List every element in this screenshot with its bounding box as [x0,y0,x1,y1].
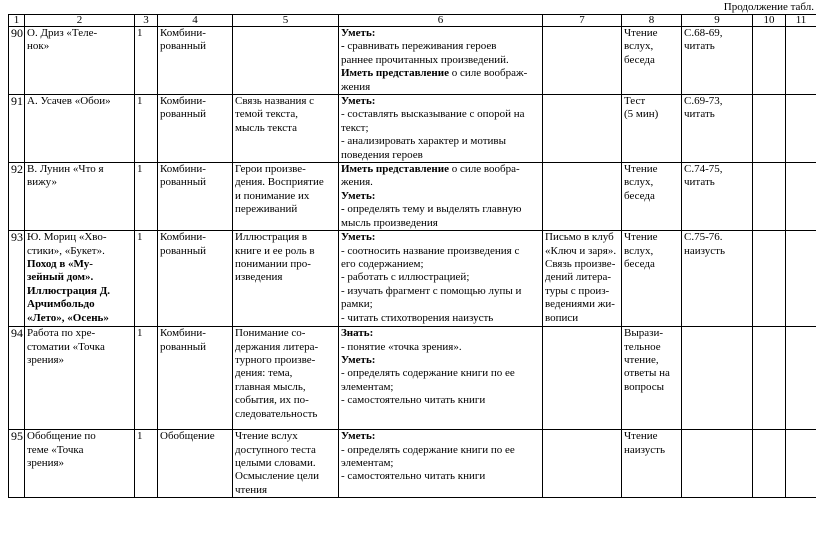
hours-cell [135,163,158,231]
lesson-type-cell [158,163,233,231]
empty-cell-10 [753,27,786,95]
skills-cell [339,430,543,498]
lesson-number-cell [9,231,25,327]
lesson-type-line: рованный [160,108,206,121]
lesson-topic-cell [25,327,135,430]
extra-cell [543,327,622,430]
skill-text: - соотносить название произведения с [341,244,520,257]
hours-cell [135,430,158,498]
empty-cell-11 [786,95,816,163]
empty-cell-10 [753,430,786,498]
skill-label: Уметь: [341,353,376,366]
skill-line [341,457,540,470]
content-line: следовательность [235,407,318,420]
content-line: понимании про- [235,257,311,270]
skill-text: элементам; [341,380,394,393]
skill-text: о силе воображ- [449,67,528,80]
skill-line [341,122,540,135]
skill-line [341,444,540,457]
lesson-number: 90 [11,26,23,40]
extra-line: дений литера- [545,271,611,284]
lesson-number: 94 [11,326,23,341]
lesson-row [9,430,816,498]
content-line: Осмысление цели [235,470,319,483]
topic-line: Обобщение по [27,430,96,443]
content-line: книге и ее роль в [235,244,315,257]
homework-line: С.74-75, [684,163,723,176]
lesson-row [9,27,816,95]
column-number-11 [786,15,816,27]
skill-label: Уметь: [341,430,376,443]
lesson-type-line: Комбини- [160,27,206,39]
control-cell [622,327,682,430]
lesson-row [9,327,816,430]
topic-line: нок» [27,40,50,53]
skill-line [341,341,540,354]
skill-line [341,245,540,258]
homework-cell [682,430,753,498]
skill-line [341,54,540,67]
skill-text: определять тему и выделять главную [347,203,522,216]
control-line: беседа [624,53,655,66]
homework-line: наизусть [684,244,725,257]
skill-text: - самостоятельно читать книги [341,394,486,407]
lesson-type-cell [158,231,233,327]
lesson-number: 93 [11,230,23,245]
content-cell [233,27,339,95]
control-line: (5 мин) [624,108,659,121]
topic-line: зрения» [27,456,65,469]
skills-cell [339,327,543,430]
extra-cell [543,27,622,95]
lesson-number-cell [9,327,25,430]
skill-label: - [341,40,348,53]
skill-line [341,298,540,311]
control-line: беседа [624,189,655,202]
skill-text: текст; [341,121,369,134]
content-line: и понимание их [235,189,310,202]
control-cell [622,163,682,231]
lesson-topic-cell [25,163,135,231]
lesson-number: 91 [11,94,23,109]
skill-text: о силе вообра- [449,163,520,176]
content-line: целыми словами. [235,456,316,469]
lesson-type-line: рованный [160,176,206,189]
extra-line: Письмо в клуб [545,231,614,244]
control-line: чтение, [624,353,659,366]
topic-line: стоматии «Точка [27,340,105,353]
control-line: Чтение [624,430,658,443]
empty-cell-10 [753,327,786,430]
empty-cell-11 [786,430,816,498]
control-cell [622,231,682,327]
lesson-type-line: Комбини- [160,231,206,244]
column-number-label: 5 [282,14,289,26]
skill-line [341,312,540,325]
homework-cell [682,163,753,231]
column-number-1 [9,15,25,27]
empty-cell-11 [786,231,816,327]
skill-text: - анализировать характер и мотивы [341,135,506,148]
lesson-row [9,163,816,231]
column-number-4 [158,15,233,27]
skill-line [341,190,540,203]
lesson-type-cell [158,95,233,163]
content-line: чтения [235,483,268,496]
skill-text: мысль произведения [341,216,438,229]
control-line: Вырази- [624,327,664,340]
lesson-topic-cell [25,231,135,327]
lesson-type-line: Обобщение [160,430,215,443]
skill-line [341,27,540,40]
lesson-row [9,95,816,163]
content-line: турного произве- [235,353,316,366]
skill-text: сравнивать переживания героев [347,40,497,53]
column-number-label: 9 [714,14,720,26]
control-line: беседа [624,257,655,270]
skill-line [341,149,540,162]
extra-cell [543,430,622,498]
empty-cell-11 [786,327,816,430]
homework-line: читать [684,40,715,53]
column-number-label: 2 [76,14,83,26]
content-cell [233,163,339,231]
control-line: Чтение [624,231,658,244]
topic-line: О. Дриз «Теле- [27,27,98,39]
content-line: держания литера- [235,340,319,353]
skill-line [341,176,540,189]
skill-text: жения. [341,176,373,189]
column-number-5 [233,15,339,27]
content-line: Герои произве- [235,163,306,176]
lesson-type-line: рованный [160,40,206,53]
homework-cell [682,231,753,327]
column-number-6 [339,15,543,27]
content-line: мысль текста [235,121,297,134]
homework-line: С.75-76. [684,231,723,244]
column-number-label: 1 [13,14,20,26]
skill-text: рамки; [341,298,373,311]
content-line: дения: тема, [235,367,293,380]
topic-line: Ю. Мориц «Хво- [27,231,107,244]
topic-bold-line: Поход в «Му- [27,257,93,270]
extra-line: вописи [545,311,579,324]
skills-cell [339,163,543,231]
topic-line: В. Лунин «Что я [27,163,104,176]
control-line: ответы на [624,367,670,380]
homework-line: читать [684,176,715,189]
hours-value: 1 [137,27,143,39]
homework-line: С.68-69, [684,27,723,39]
control-line: вопросы [624,380,665,393]
extra-line: Связь произве- [545,257,616,270]
content-line: темой текста, [235,108,299,121]
skills-cell [339,27,543,95]
skill-line [341,258,540,271]
skill-label: - [341,203,348,216]
skills-cell [339,95,543,163]
lesson-type-line: Комбини- [160,163,206,176]
skills-cell [339,231,543,327]
lesson-number: 92 [11,162,23,177]
skill-line [341,231,540,244]
skill-text: - понятие «точка зрения». [341,340,462,353]
skill-label: Уметь: [341,231,376,244]
skill-line [341,163,540,176]
hours-value: 1 [137,430,143,443]
lesson-type-cell [158,327,233,430]
content-line: переживаний [235,203,298,216]
topic-line: Работа по хре- [27,327,96,340]
skill-text: поведения героев [341,148,423,161]
lesson-number-cell [9,95,25,163]
skill-line [341,271,540,284]
column-number-label: 4 [192,14,198,26]
lesson-topic-cell [25,27,135,95]
control-line: вслух, [624,40,654,53]
hours-cell [135,95,158,163]
column-number-label: 3 [143,14,149,26]
extra-cell [543,163,622,231]
control-line: вслух, [624,244,654,257]
skill-text: элементам; [341,456,394,469]
control-cell [622,430,682,498]
skill-line [341,40,540,53]
hours-value: 1 [137,163,143,176]
homework-line: С.69-73, [684,95,723,108]
content-line: Понимание со- [235,327,306,340]
column-number-3 [135,15,158,27]
skill-line [341,327,540,340]
skill-text: - изучать фрагмент с помощью лупы и [341,284,522,297]
skill-line [341,108,540,121]
lesson-type-line: Комбини- [160,327,206,340]
lesson-type-line: Комбини- [160,95,206,108]
content-line: дения. Восприятие [235,176,324,189]
skill-line [341,135,540,148]
control-line: Тест [624,95,646,108]
lesson-topic-cell [25,430,135,498]
lesson-topic-cell [25,95,135,163]
topic-line: А. Усачев «Обои» [27,95,111,108]
content-line: изведения [235,271,283,284]
lesson-type-line: рованный [160,340,206,353]
skill-line [341,67,540,80]
skill-line [341,470,540,483]
skill-text: - работать с иллюстрацией; [341,271,470,284]
topic-bold-line: Арчимбольдо [27,298,95,311]
skill-line [341,81,540,94]
topic-bold-line: Иллюстрация Д. [27,284,111,297]
homework-cell [682,327,753,430]
skill-line [341,203,540,216]
column-number-row [9,15,816,27]
homework-cell [682,27,753,95]
skill-label: Знать: [341,327,374,340]
empty-cell-11 [786,27,816,95]
topic-line: вижу» [27,176,57,189]
lesson-plan-table [8,14,816,498]
column-number-7 [543,15,622,27]
skill-text: - определять содержание книги по ее [341,443,515,456]
hours-value: 1 [137,231,143,244]
hours-cell [135,231,158,327]
skill-text: жения [341,80,371,93]
hours-cell [135,27,158,95]
content-cell [233,430,339,498]
hours-cell [135,327,158,430]
empty-cell-10 [753,95,786,163]
content-cell [233,95,339,163]
hours-value: 1 [137,327,143,340]
content-line: события, их по- [235,394,309,407]
lesson-number-cell [9,163,25,231]
extra-cell [543,95,622,163]
skill-line [341,354,540,367]
control-cell [622,27,682,95]
continuation-label: Продолжение табл. [723,1,814,13]
lesson-type-line: рованный [160,244,206,257]
column-number-label: 6 [437,14,444,26]
skill-label: Уметь: [341,27,376,39]
content-line: главная мысль, [235,380,306,393]
skill-line [341,285,540,298]
topic-line: зрения» [27,353,65,366]
hours-value: 1 [137,95,143,108]
control-line: наизусть [624,443,665,456]
skill-label: Уметь: [341,95,376,108]
content-line: доступного теста [235,443,316,456]
skill-label: Иметь представление [341,67,449,80]
control-line: тельное [624,340,661,353]
content-cell [233,231,339,327]
skill-label: Иметь представление [341,163,449,176]
column-number-label: 7 [579,14,585,26]
lesson-number-cell [9,27,25,95]
empty-cell-10 [753,231,786,327]
skill-line [341,95,540,108]
topic-bold-line: «Лето», «Осень» [27,311,109,324]
extra-line: ведениями жи- [545,298,615,311]
skill-line [341,394,540,407]
topic-bold-line: зейный дом». [27,271,94,284]
column-number-label: 11 [795,14,807,26]
lesson-type-cell [158,430,233,498]
skill-text: - составлять высказывание с опорой на [341,108,525,121]
topic-line: стики», «Букет». [27,244,105,257]
extra-cell [543,231,622,327]
column-number-10 [753,15,786,27]
control-line: Чтение [624,27,658,39]
lesson-number: 95 [11,429,23,444]
skill-line [341,381,540,394]
lesson-row [9,231,816,327]
lesson-type-cell [158,27,233,95]
control-line: вслух, [624,176,654,189]
content-line: Чтение вслух [235,430,298,443]
homework-cell [682,95,753,163]
skill-line [341,430,540,443]
skill-text: - определять содержание книги по ее [341,367,515,380]
extra-line: туры с произ- [545,284,610,297]
skill-line [341,217,540,230]
empty-cell-11 [786,163,816,231]
extra-line: «Ключ и заря». [545,244,617,257]
skill-line [341,367,540,380]
column-number-2 [25,15,135,27]
skill-text: - самостоятельно читать книги [341,470,486,483]
control-line: Чтение [624,163,658,176]
skill-text: - читать стихотворения наизусть [341,311,494,324]
column-number-label: 8 [648,14,655,26]
content-cell [233,327,339,430]
empty-cell-10 [753,163,786,231]
content-line: Связь названия с [235,95,315,108]
skill-text: его содержанием; [341,257,424,270]
column-number-9 [682,15,753,27]
column-number-label: 10 [763,14,775,26]
homework-line: читать [684,108,715,121]
skill-label: Уметь: [341,189,376,202]
skill-text: раннее прочитанных произведений. [341,53,509,66]
column-number-8 [622,15,682,27]
topic-line: теме «Точка [27,443,84,456]
lesson-number-cell [9,430,25,498]
control-cell [622,95,682,163]
content-line: Иллюстрация в [235,231,308,244]
